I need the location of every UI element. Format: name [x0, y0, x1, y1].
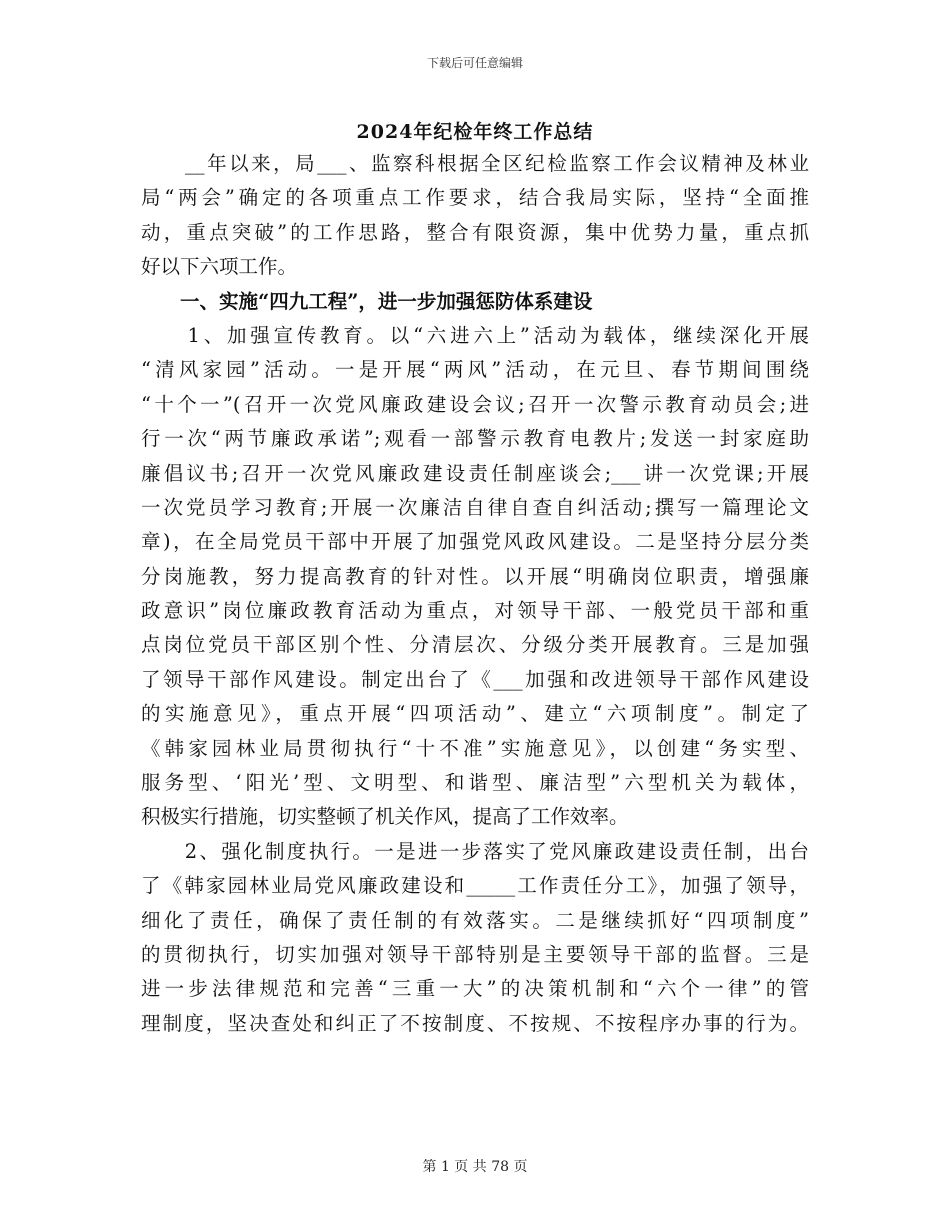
- paragraph-line: 理制度，坚决查处和纠正了不按制度、不按规、不按程序办事的行为。: [141, 1011, 809, 1035]
- paragraph-line: 行一次“两节廉政承诺”;观看一部警示教育电教片;发送一封家庭助: [141, 427, 809, 451]
- paragraph-line: 动，重点突破”的工作思路，整合有限资源，集中优势力量，重点抓: [141, 220, 809, 244]
- paragraph-line: 好以下六项工作。: [141, 255, 298, 279]
- paragraph-line: 一次党员学习教育;开展一次廉洁自律自查自纠活动;撰写一篇理论文: [141, 495, 809, 519]
- paragraph-line: 廉倡议书;召开一次党风廉政建设责任制座谈会;___讲一次党课;开展: [141, 461, 809, 485]
- paragraph-line: 局“两会”确定的各项重点工作要求，结合我局实际，坚持“全面推: [141, 186, 809, 210]
- paragraph-line: 进一步法律规范和完善“三重一大”的决策机制和“六个一律”的管: [141, 977, 809, 1001]
- paragraph-line: 2、强化制度执行。一是进一步落实了党风廉政建设责任制，出台: [141, 839, 809, 863]
- document-title: 2024年纪检年终工作总结: [356, 121, 594, 143]
- paragraph-line: 了《韩家园林业局党风廉政建设和_____工作责任分工》，加强了领导，: [141, 874, 809, 898]
- paragraph-line: 了领导干部作风建设。制定出台了《___加强和改进领导干部作风建设: [141, 667, 809, 691]
- paragraph-line: __年以来，局___、监察科根据全区纪检监察工作会议精神及林业: [141, 152, 809, 175]
- paragraph-line: “清风家园”活动。一是开展“两风”活动，在元旦、春节期间围绕: [141, 358, 809, 382]
- paragraph-line: 的贯彻执行，切实加强对领导干部特别是主要领导干部的监督。三是: [141, 942, 809, 966]
- paragraph-line: 点岗位党员干部区别个性、分清层次、分级分类开展教育。三是加强: [141, 633, 809, 657]
- paragraph-line: 分岗施教，努力提高教育的针对性。以开展“明确岗位职责，增强廉: [141, 564, 809, 588]
- paragraph-line: 章)，在全局党员干部中开展了加强党风政风建设。二是坚持分层分类: [141, 530, 809, 554]
- section-heading: 一、实施“四九工程”，进一步加强惩防体系建设: [141, 289, 593, 313]
- paragraph-line: 政意识”岗位廉政教育活动为重点，对领导干部、一般党员干部和重: [141, 599, 809, 623]
- paragraph-line: 细化了责任，确保了责任制的有效落实。二是继续抓好“四项制度”: [141, 908, 809, 932]
- paragraph-line: 服务型、‘阳光’型、文明型、和谐型、廉洁型”六型机关为载体，: [141, 771, 809, 795]
- paragraph-line: 1、加强宣传教育。以“六进六上”活动为载体，继续深化开展: [141, 323, 809, 347]
- paragraph-line: 的实施意见》，重点开展“四项活动”、建立“六项制度”。制定了: [141, 702, 809, 726]
- document-body: [141, 147, 809, 1041]
- paragraph-line: “十个一”(召开一次党风廉政建设会议;召开一次警示教育动员会;进: [141, 392, 809, 416]
- paragraph-line: 《韩家园林业局贯彻执行“十不准”实施意见》，以创建“务实型、: [141, 736, 809, 760]
- page-header-note: 下载后可任意编辑: [426, 56, 523, 70]
- paragraph-line: 积极实行措施，切实整顿了机关作风，提高了工作效率。: [141, 805, 629, 829]
- page-footer: 第 1 页 共 78 页: [422, 1159, 528, 1175]
